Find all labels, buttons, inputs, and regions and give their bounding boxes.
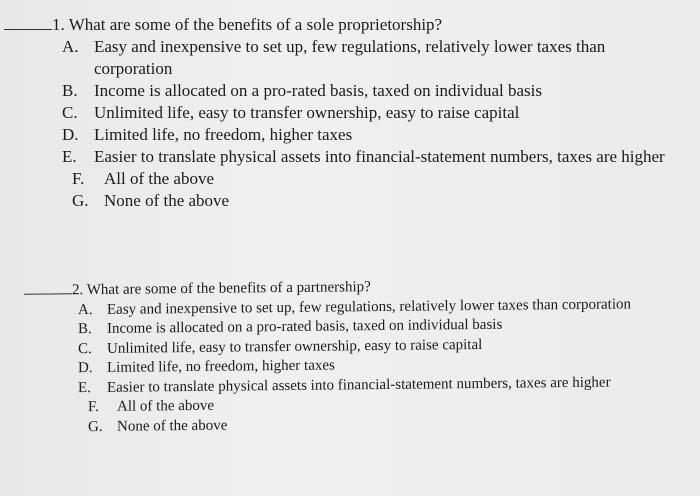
option-text: Unlimited life, easy to transfer ownership, easy to raise capital bbox=[94, 103, 520, 122]
option-letter: E. bbox=[62, 147, 77, 166]
option-text: Income is allocated on a pro-rated basis, taxed on individual basis bbox=[94, 81, 543, 100]
option-text: Unlimited life, easy to transfer ownership, easy to raise capital bbox=[107, 336, 483, 357]
answer-blank-2[interactable] bbox=[24, 293, 72, 295]
option-text: Limited life, no freedom, higher taxes bbox=[107, 357, 335, 376]
q1-option-e bbox=[62, 146, 700, 168]
answer-blank-1[interactable] bbox=[4, 29, 52, 30]
option-text: Income is allocated on a pro-rated basis, taxed on individual basis bbox=[107, 316, 503, 337]
option-text: Easy and inexpensive to set up, few regulations, relatively lower taxes than corporation bbox=[107, 295, 632, 318]
q1-option-a bbox=[62, 36, 700, 80]
q1-option-g bbox=[72, 190, 700, 212]
option-text: All of the above bbox=[104, 169, 214, 188]
option-letter: D. bbox=[78, 360, 93, 377]
q1-option-b bbox=[62, 80, 700, 102]
option-letter: B. bbox=[62, 81, 78, 100]
option-text: None of the above bbox=[104, 191, 230, 210]
question-1 bbox=[0, 14, 700, 212]
option-letter: F. bbox=[88, 398, 99, 416]
option-text: All of the above bbox=[117, 397, 215, 415]
question-2-text: 2. What are some of the benefits of a partnership? bbox=[72, 279, 371, 299]
q1-option-d bbox=[62, 124, 700, 146]
question-1-options bbox=[0, 36, 700, 212]
option-letter: G. bbox=[88, 418, 103, 435]
option-letter: A. bbox=[62, 37, 79, 56]
question-2-options bbox=[0, 294, 700, 438]
question-1-line bbox=[0, 14, 700, 36]
question-2 bbox=[0, 275, 700, 438]
option-letter: G. bbox=[72, 191, 89, 210]
option-text: Easy and inexpensive to set up, few regulations, relatively lower taxes than corporation bbox=[94, 37, 606, 78]
question-1-text: 1. What are some of the benefits of a sole proprietorship? bbox=[52, 15, 443, 34]
option-text: Easier to translate physical assets into financial-statement numbers, taxes are higher bbox=[94, 147, 665, 166]
option-text: Easier to translate physical assets into financial-statement numbers, taxes are higher bbox=[107, 374, 611, 396]
option-letter: D. bbox=[62, 125, 79, 144]
option-text: None of the above bbox=[117, 417, 228, 435]
q1-option-c bbox=[62, 102, 700, 124]
option-text: Limited life, no freedom, higher taxes bbox=[94, 125, 353, 144]
option-letter: C. bbox=[62, 103, 78, 122]
option-letter: E. bbox=[78, 379, 91, 396]
option-letter: B. bbox=[78, 321, 92, 338]
option-letter: A. bbox=[78, 301, 93, 318]
q1-option-f bbox=[72, 168, 700, 190]
option-letter: F. bbox=[72, 169, 85, 188]
option-letter: C. bbox=[78, 340, 92, 357]
